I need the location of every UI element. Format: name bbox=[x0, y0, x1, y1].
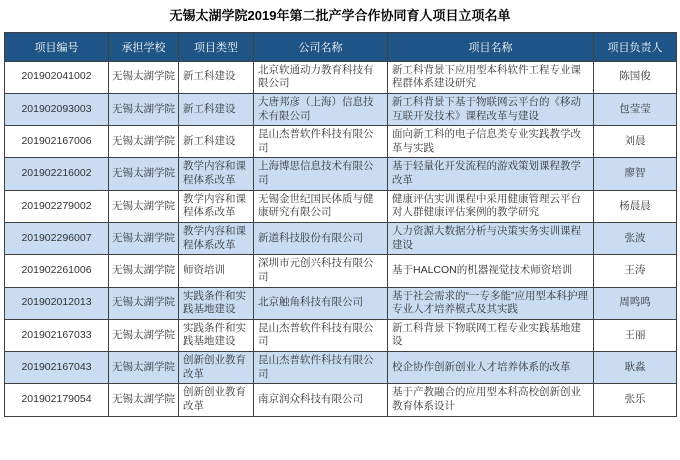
column-header: 项目负责人 bbox=[594, 32, 677, 61]
page bbox=[0, 8, 680, 417]
cell: 教学内容和课程体系改革 bbox=[179, 190, 254, 222]
cell: 包莹莹 bbox=[594, 93, 677, 125]
projects-table bbox=[4, 32, 677, 417]
cell: 新工科建设 bbox=[179, 61, 254, 93]
cell: 无锡金世纪国民体质与健康研究有限公司 bbox=[254, 190, 388, 222]
cell: 基于社会需求的“一专多能”应用型本科护理专业人才培养模式及其实践 bbox=[388, 287, 594, 319]
cell: 创新创业教育改革 bbox=[179, 384, 254, 416]
table-row bbox=[5, 126, 677, 158]
column-header: 项目名称 bbox=[388, 32, 594, 61]
cell: 张波 bbox=[594, 223, 677, 255]
cell: 杨晨晨 bbox=[594, 190, 677, 222]
cell: 201902093003 bbox=[5, 93, 109, 125]
cell: 201902167033 bbox=[5, 319, 109, 351]
cell: 201902261006 bbox=[5, 255, 109, 287]
cell: 201902279002 bbox=[5, 190, 109, 222]
cell: 新工科背景下应用型本科软件工程专业课程群体系建设研究 bbox=[388, 61, 594, 93]
cell: 201902012013 bbox=[5, 287, 109, 319]
cell: 健康评估实训课程中采用健康管理云平台对人群健康评估案例的教学研究 bbox=[388, 190, 594, 222]
table-row bbox=[5, 61, 677, 93]
cell: 201902041002 bbox=[5, 61, 109, 93]
cell: 创新创业教育改革 bbox=[179, 352, 254, 384]
cell: 无锡太湖学院 bbox=[109, 223, 179, 255]
cell: 教学内容和课程体系改革 bbox=[179, 223, 254, 255]
cell: 新工科背景下基于物联网云平台的《移动互联开发技术》课程改革与建设 bbox=[388, 93, 594, 125]
table-row bbox=[5, 93, 677, 125]
cell: 校企协作创新创业人才培养体系的改革 bbox=[388, 352, 594, 384]
cell: 王丽 bbox=[594, 319, 677, 351]
table-row bbox=[5, 352, 677, 384]
cell: 南京润众科技有限公司 bbox=[254, 384, 388, 416]
cell: 基于产教融合的应用型本科高校创新创业教育体系设计 bbox=[388, 384, 594, 416]
cell: 201902296007 bbox=[5, 223, 109, 255]
cell: 实践条件和实践基地建设 bbox=[179, 319, 254, 351]
column-header: 项目类型 bbox=[179, 32, 254, 61]
cell: 耿淼 bbox=[594, 352, 677, 384]
cell: 北京触角科技有限公司 bbox=[254, 287, 388, 319]
cell: 上海博思信息技术有限公司 bbox=[254, 158, 388, 190]
cell: 陈国俊 bbox=[594, 61, 677, 93]
cell: 刘晨 bbox=[594, 126, 677, 158]
cell: 王涛 bbox=[594, 255, 677, 287]
cell: 无锡太湖学院 bbox=[109, 255, 179, 287]
cell: 基于轻量化开发流程的游戏策划课程教学改革 bbox=[388, 158, 594, 190]
cell: 无锡太湖学院 bbox=[109, 158, 179, 190]
column-header: 承担学校 bbox=[109, 32, 179, 61]
cell: 新工科背景下物联网工程专业实践基地建设 bbox=[388, 319, 594, 351]
cell: 基于HALCON的机器视觉技术师资培训 bbox=[388, 255, 594, 287]
cell: 深圳市元创兴科技有限公司 bbox=[254, 255, 388, 287]
column-header: 项目编号 bbox=[5, 32, 109, 61]
cell: 无锡太湖学院 bbox=[109, 93, 179, 125]
cell: 无锡太湖学院 bbox=[109, 287, 179, 319]
table-row bbox=[5, 287, 677, 319]
cell: 无锡太湖学院 bbox=[109, 61, 179, 93]
cell: 无锡太湖学院 bbox=[109, 190, 179, 222]
cell: 201902167043 bbox=[5, 352, 109, 384]
cell: 人力资源大数据分析与决策实务实训课程建设 bbox=[388, 223, 594, 255]
cell: 北京软通动力教育科技有限公司 bbox=[254, 61, 388, 93]
table-row bbox=[5, 223, 677, 255]
cell: 昆山杰普软件科技有限公司 bbox=[254, 352, 388, 384]
cell: 新工科建设 bbox=[179, 93, 254, 125]
cell: 昆山杰普软件科技有限公司 bbox=[254, 126, 388, 158]
table-header bbox=[5, 32, 677, 61]
column-header: 公司名称 bbox=[254, 32, 388, 61]
cell: 周鸣鸣 bbox=[594, 287, 677, 319]
cell: 张乐 bbox=[594, 384, 677, 416]
cell: 廖智 bbox=[594, 158, 677, 190]
table-row bbox=[5, 319, 677, 351]
table-body bbox=[5, 61, 677, 416]
cell: 201902167006 bbox=[5, 126, 109, 158]
table-header-row bbox=[5, 32, 677, 61]
cell: 昆山杰普软件科技有限公司 bbox=[254, 319, 388, 351]
cell: 师资培训 bbox=[179, 255, 254, 287]
table-row bbox=[5, 190, 677, 222]
cell: 面向新工科的电子信息类专业实践教学改革与实践 bbox=[388, 126, 594, 158]
table-row bbox=[5, 158, 677, 190]
cell: 201902216002 bbox=[5, 158, 109, 190]
cell: 无锡太湖学院 bbox=[109, 126, 179, 158]
page-title: 无锡太湖学院2019年第二批产学合作协同育人项目立项名单 bbox=[169, 8, 511, 23]
cell: 无锡太湖学院 bbox=[109, 352, 179, 384]
cell: 新工科建设 bbox=[179, 126, 254, 158]
cell: 实践条件和实践基地建设 bbox=[179, 287, 254, 319]
cell: 大唐邦彦（上海）信息技术有限公司 bbox=[254, 93, 388, 125]
cell: 教学内容和课程体系改革 bbox=[179, 158, 254, 190]
table-row bbox=[5, 384, 677, 416]
cell: 无锡太湖学院 bbox=[109, 319, 179, 351]
cell: 新道科技股份有限公司 bbox=[254, 223, 388, 255]
cell: 无锡太湖学院 bbox=[109, 384, 179, 416]
cell: 201902179054 bbox=[5, 384, 109, 416]
table-row bbox=[5, 255, 677, 287]
